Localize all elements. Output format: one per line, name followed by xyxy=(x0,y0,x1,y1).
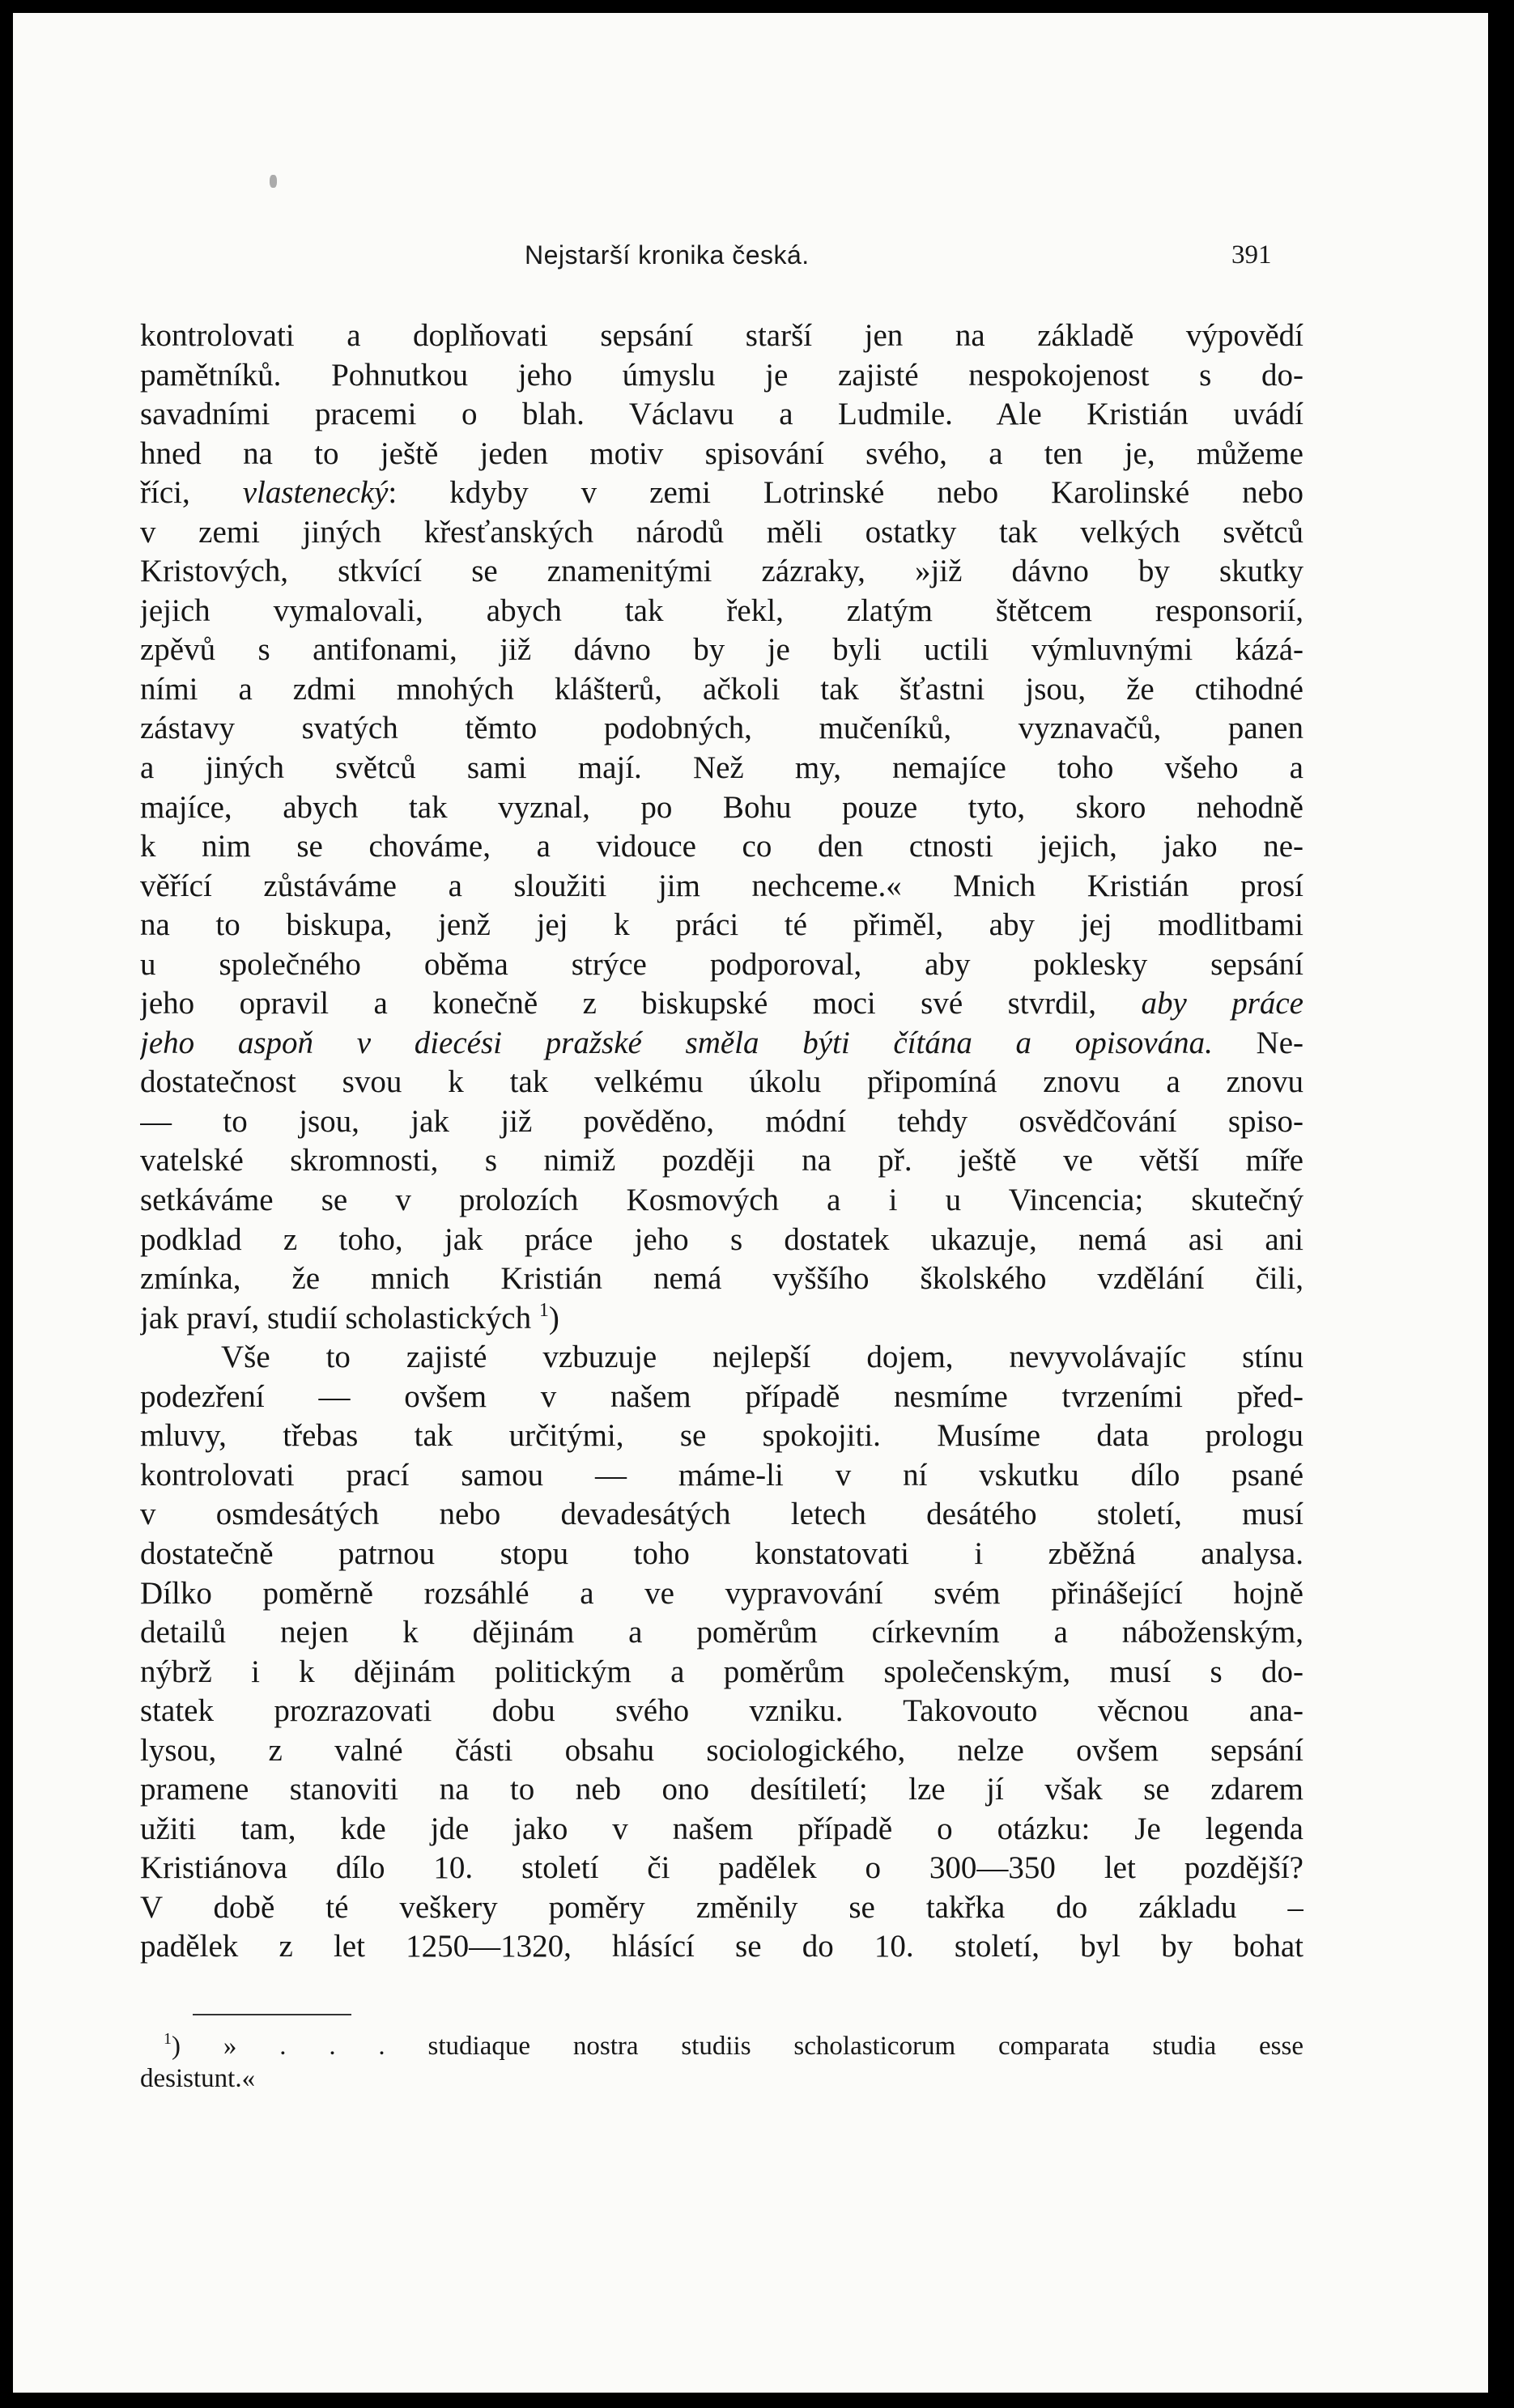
text-line: vatelské skromnosti, s nimiž později na př. ještě ve větší míře xyxy=(140,1143,1303,1179)
text-line: detailů nejen k dějinám a poměrům církevním a náboženským, xyxy=(140,1615,1303,1650)
text-line: nýbrž i k dějinám politickým a poměrům společenským, musí s do- xyxy=(140,1654,1303,1689)
text-line: dostatečnost svou k tak velkému úkolu připomíná znovu a znovu xyxy=(140,1064,1303,1100)
footnote-text: ) » . . . studiaque nostra studiis scholasticorum comparata studia esse xyxy=(172,2032,1303,2061)
text-line: padělek z let 1250—1320, hlásící se do 10. století, byl by bohat xyxy=(140,1929,1303,1964)
text-line: pamětníků. Pohnutkou jeho úmyslu je zajisté nespokojenost s do- xyxy=(140,357,1303,393)
text-segment: Ne- xyxy=(1212,1025,1303,1060)
text-line: lysou, z valné části obsahu sociologického, nelze ovšem sepsání xyxy=(140,1732,1303,1768)
text-line: k nim se chováme, a vidouce co den ctnosti jejich, jako ne- xyxy=(140,829,1303,864)
italic-text: aby práce xyxy=(1141,986,1303,1021)
text-line: na to biskupa, jenž jej k práci té přiměl, aby jej modlitbami xyxy=(140,907,1303,943)
footnote xyxy=(140,2030,1303,2095)
text-line: kontrolovati prací samou — máme-li v ní vskutku dílo psané xyxy=(140,1457,1303,1493)
text-line: V době té veškery poměry změnily se takřka do základu – xyxy=(140,1889,1303,1925)
text-line xyxy=(140,984,1303,1024)
text-line xyxy=(140,1024,1303,1064)
text-line: zmínka, že mnich Kristián nemá vyššího školského vzdělání čili, xyxy=(140,1261,1303,1297)
book-page xyxy=(13,13,1488,2393)
running-title: Nejstarší kronika česká. xyxy=(525,240,810,270)
text-line: setkáváme se v prolozích Kosmových a i u Vincencia; skutečný xyxy=(140,1183,1303,1218)
running-header xyxy=(13,236,1488,276)
text-line: užiti tam, kde jde jako v našem případě o otázku: Je legenda xyxy=(140,1811,1303,1846)
text-segment: říci, xyxy=(140,475,243,511)
text-line: hned na to ještě jeden motiv spisování svého, a ten je, můžeme xyxy=(140,435,1303,471)
text-line: savadními pracemi o blah. Václavu a Ludmile. Ale Kristián uvádí xyxy=(140,397,1303,432)
text-line: pramene stanoviti na to neb ono desítiletí; lze jí však se zdarem xyxy=(140,1772,1303,1807)
text-line xyxy=(140,1299,1303,1339)
text-line: Vše to zajisté vzbuzuje nejlepší dojem, nevyvolávajíc stínu xyxy=(221,1340,1303,1375)
text-line: mluvy, třebas tak určitými, se spokojiti. Musíme data prologu xyxy=(140,1418,1303,1454)
text-line: — to jsou, jak již pověděno, módní tehdy osvědčování spiso- xyxy=(140,1103,1303,1139)
text-segment: ) xyxy=(548,1300,559,1336)
text-line: jejich vymalovali, abych tak řekl, zlatým štětcem responsorií, xyxy=(140,592,1303,628)
footnote-line: desistunt.« xyxy=(140,2064,256,2093)
text-line: věřící zůstáváme a sloužiti jim nechceme.« Mnich Kristián prosí xyxy=(140,868,1303,903)
italic-text: vlastenecký xyxy=(242,475,389,511)
text-line: zpěvů s antifonami, již dávno by je byli uctili výmluvnými kázá- xyxy=(140,632,1303,668)
scan-speck xyxy=(270,175,277,188)
text-line: u společného oběma strýce podporoval, aby poklesky sepsání xyxy=(140,946,1303,982)
text-line: a jiných světců sami mají. Než my, nemajíce toho všeho a xyxy=(140,750,1303,786)
text-line: ními a zdmi mnohých klášterů, ačkoli tak šťastni jsou, že ctihodné xyxy=(140,671,1303,707)
text-line: v osmdesátých nebo devadesátých letech desátého století, musí xyxy=(140,1497,1303,1532)
text-line: kontrolovati a doplňovati sepsání starší jen na základě výpovědí xyxy=(140,318,1303,353)
text-line: v zemi jiných křesťanských národů měli ostatky tak velkých světců xyxy=(140,514,1303,550)
footnote-line xyxy=(164,2030,1303,2062)
text-line: Kristiánova dílo 10. století či padělek o 300—350 let pozdější? xyxy=(140,1850,1303,1886)
text-line: statek prozrazovati dobu svého vzniku. Takovouto věcnou ana- xyxy=(140,1693,1303,1729)
footnote-reference: 1 xyxy=(538,1299,549,1321)
text-line: Dílko poměrně rozsáhlé a ve vypravování svém přinášející hojně xyxy=(140,1575,1303,1611)
page-number: 391 xyxy=(1231,240,1272,270)
text-segment: : kdyby v zemi Lotrinské nebo Karolinské nebo xyxy=(388,475,1303,511)
text-segment: jak praví, studií scholastických xyxy=(140,1300,539,1336)
text-line: majíce, abych tak vyznal, po Bohu pouze tyto, skoro nehodně xyxy=(140,789,1303,825)
text-line: podezření — ovšem v našem případě nesmíme tvrzeními před- xyxy=(140,1378,1303,1414)
text-line: dostatečně patrnou stopu toho konstatovati i zběžná analysa. xyxy=(140,1535,1303,1571)
text-segment: jeho opravil a konečně z biskupské moci své stvrdil, xyxy=(140,986,1142,1021)
text-line: zástavy svatých těmto podobných, mučeníků, vyznavačů, panen xyxy=(140,711,1303,746)
footnote-marker: 1 xyxy=(164,2030,172,2048)
text-line xyxy=(140,474,1303,513)
text-line: Kristových, stkvící se znamenitými zázraky, »již dávno by skutky xyxy=(140,554,1303,589)
body-text xyxy=(140,316,1303,1967)
italic-text: jeho aspoň v diecési pražské směla býti čítána a opisována. xyxy=(140,1025,1213,1060)
footnote-rule xyxy=(193,2014,351,2015)
text-line: podklad z toho, jak práce jeho s dostatek ukazuje, nemá asi ani xyxy=(140,1221,1303,1257)
